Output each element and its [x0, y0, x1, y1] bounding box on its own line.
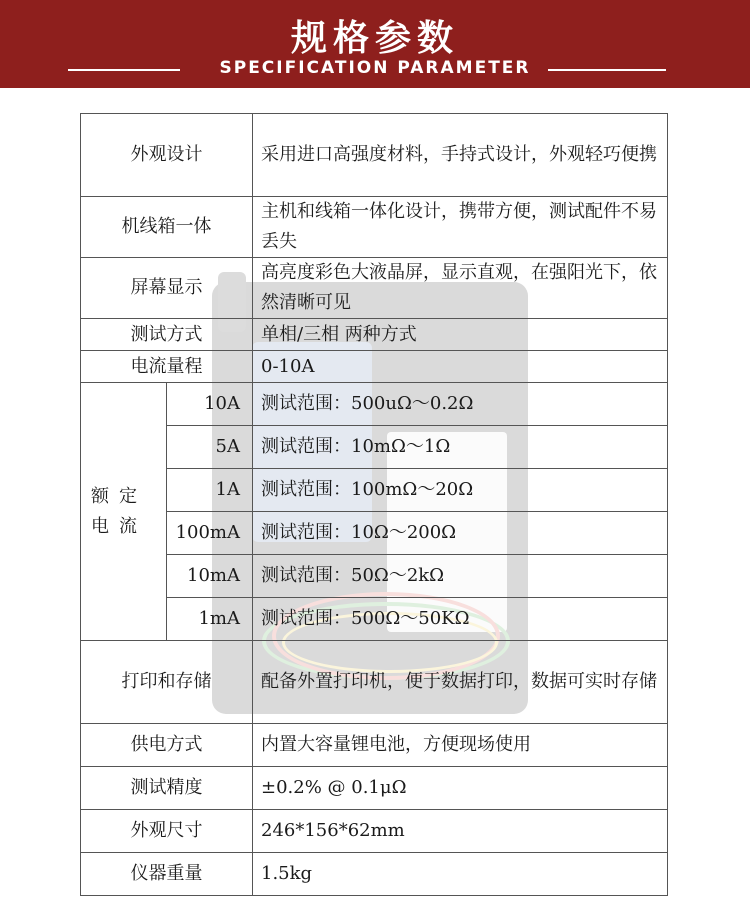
- spec-value: 内置大容量锂电池，方便现场使用: [253, 724, 668, 767]
- rated-current-label: 额定电流: [81, 383, 167, 641]
- range-value: 测试范围：500uΩ～0.2Ω: [253, 383, 668, 426]
- current-value: 5A: [167, 426, 253, 469]
- spec-label: 打印和存储: [81, 641, 253, 724]
- divider-right: [548, 69, 666, 71]
- table-row: [81, 197, 668, 258]
- current-value: 10A: [167, 383, 253, 426]
- spec-value: 主机和线箱一体化设计，携带方便，测试配件不易丢失: [253, 197, 668, 258]
- spec-label: 屏幕显示: [81, 258, 253, 319]
- spec-label: 电流量程: [81, 351, 253, 383]
- spec-label: 机线箱一体: [81, 197, 253, 258]
- current-value: 10mA: [167, 555, 253, 598]
- spec-value: 高亮度彩色大液晶屏，显示直观，在强阳光下，依然清晰可见: [253, 258, 668, 319]
- spec-table: [80, 113, 668, 896]
- table-row: [81, 598, 668, 641]
- current-value: 100mA: [167, 512, 253, 555]
- table-row: [81, 724, 668, 767]
- range-value: 测试范围：100mΩ～20Ω: [253, 469, 668, 512]
- table-row: [81, 426, 668, 469]
- header-banner: [0, 0, 750, 88]
- range-value: 测试范围：50Ω～2kΩ: [253, 555, 668, 598]
- page-subtitle: SPECIFICATION PARAMETER: [219, 58, 531, 78]
- spec-value: ±0.2% @ 0.1μΩ: [253, 767, 668, 810]
- table-row: [81, 810, 668, 853]
- table-row: [81, 555, 668, 598]
- table-row: [81, 114, 668, 197]
- spec-value: 配备外置打印机，便于数据打印，数据可实时存储: [253, 641, 668, 724]
- table-row: [81, 383, 668, 426]
- table-row: [81, 853, 668, 896]
- range-value: 测试范围：10Ω～200Ω: [253, 512, 668, 555]
- spec-value: 采用进口高强度材料，手持式设计，外观轻巧便携: [253, 114, 668, 197]
- table-row: [81, 767, 668, 810]
- spec-value: 单相/三相 两种方式: [253, 319, 668, 351]
- spec-value: 246*156*62mm: [253, 810, 668, 853]
- spec-value: 0-10A: [253, 351, 668, 383]
- page-title: 规格参数: [290, 18, 459, 59]
- current-value: 1mA: [167, 598, 253, 641]
- spec-label: 测试精度: [81, 767, 253, 810]
- current-value: 1A: [167, 469, 253, 512]
- range-value: 测试范围：10mΩ～1Ω: [253, 426, 668, 469]
- spec-label: 仪器重量: [81, 853, 253, 896]
- spec-label: 供电方式: [81, 724, 253, 767]
- spec-label: 外观尺寸: [81, 810, 253, 853]
- range-value: 测试范围：500Ω～50KΩ: [253, 598, 668, 641]
- spec-label: 测试方式: [81, 319, 253, 351]
- table-row: [81, 258, 668, 319]
- table-row: [81, 351, 668, 383]
- spec-label: 外观设计: [81, 114, 253, 197]
- table-row: [81, 512, 668, 555]
- table-row: [81, 469, 668, 512]
- spec-value: 1.5kg: [253, 853, 668, 896]
- table-row: [81, 641, 668, 724]
- table-row: [81, 319, 668, 351]
